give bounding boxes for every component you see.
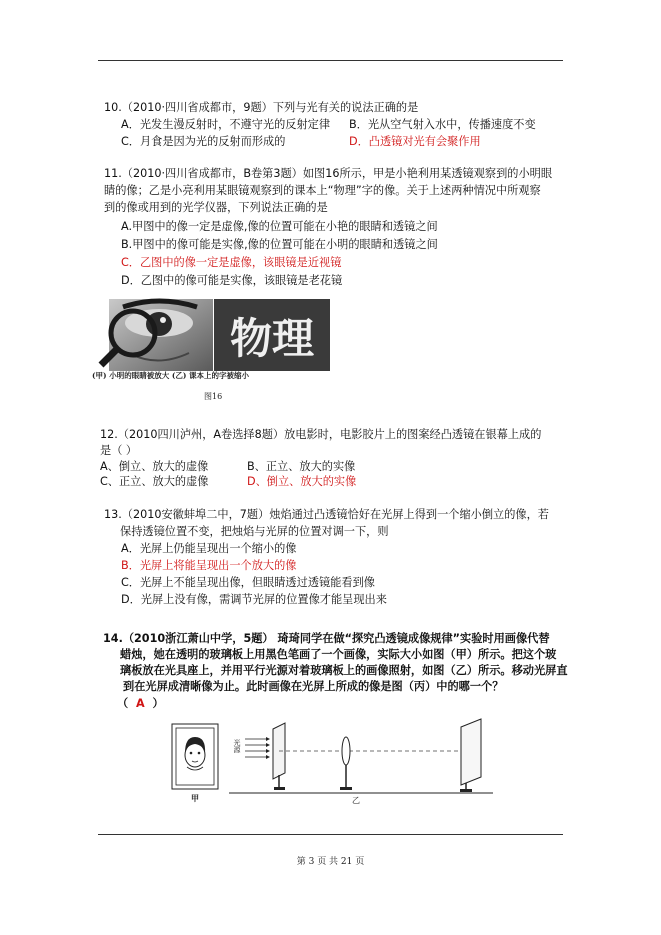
q13-option-c: C．光屏上不能呈现出像，但眼睛透过透镜能看到像 bbox=[121, 576, 375, 589]
q13-option-a: A．光屏上仍能呈现出一个缩小的像 bbox=[121, 542, 297, 555]
footer-rule bbox=[98, 834, 563, 835]
eye-photo-icon bbox=[109, 299, 213, 371]
light-source-icon bbox=[233, 737, 271, 759]
q11-stem-line3: 到的像或用到的光学仪器，下列说法正确的是 bbox=[104, 201, 328, 214]
q12-option-a: A、倒立、放大的虚像 bbox=[100, 460, 209, 473]
q13-stem-line2: 保持透镜位置不变，把烛焰与光屏的位置对调一下，则 bbox=[120, 525, 389, 538]
q14-answer-value: A bbox=[136, 697, 145, 710]
q14-stem-line4: 到在光屏成清晰像为止。此时画像在光屏上所成的像是图（丙）中的哪一个？ bbox=[123, 680, 504, 693]
label-jia: 甲 bbox=[191, 794, 199, 803]
glass-plate-icon bbox=[273, 723, 285, 790]
book-characters-image bbox=[214, 299, 330, 371]
q11-stem-line2: 睛的像；乙是小亮利用某眼镜观察到的课本上“物理”字的像。关于上述两种情况中所观察 bbox=[104, 184, 541, 197]
figure-q14 bbox=[163, 717, 506, 805]
q11-stem-line1: 11.（2010·四川省成都市，B卷第3题）如图16所示，甲是小艳利用某透镜观察到的小明眼 bbox=[104, 167, 553, 180]
q10-option-a: A．光发生漫反射时，不遵守光的反射定律 bbox=[121, 118, 331, 131]
q11-option-d: D．乙图中的像可能是实像，该眼镜是老花镜 bbox=[121, 274, 343, 287]
label-yi: 乙 bbox=[352, 796, 360, 805]
q11-option-a: A.甲图中的像一定是虚像,像的位置可能在小艳的眼睛和透镜之间 bbox=[121, 220, 438, 233]
header-rule bbox=[98, 60, 563, 61]
q14-answer-close: ） bbox=[152, 697, 164, 710]
fig16-characters: 物理 bbox=[229, 314, 315, 363]
face-portrait-icon bbox=[172, 724, 218, 789]
q12-option-c: C、正立、放大的虚像 bbox=[100, 475, 209, 488]
convex-lens-icon bbox=[340, 737, 352, 790]
q13-option-d: D．光屏上没有像，需调节光屏的位置像才能呈现出来 bbox=[121, 593, 387, 606]
q11-option-b: B.甲图中的像可能是实像,像的位置可能在小明的眼睛和透镜之间 bbox=[121, 238, 438, 251]
q10-option-d: D．凸透镜对光有会聚作用 bbox=[349, 135, 481, 148]
label-light: 光源 bbox=[233, 739, 241, 753]
q14-answer-open: （ bbox=[117, 697, 129, 710]
q13-option-b: B．光屏上将能呈现出一个放大的像 bbox=[121, 559, 297, 572]
q14-stem-line2: 蜡烛，她在透明的玻璃板上用黑色笔画了一个画像，实际大小如图（甲）所示。把这个玻 bbox=[120, 648, 557, 661]
q13-stem-line1: 13.（2010安徽蚌埠二中，7题）烛焰通过凸透镜恰好在光屏上得到一个缩小倒立的像，若 bbox=[104, 508, 549, 521]
q14-stem-line3: 璃板放在光具座上，并用平行光源对着玻璃板上的画像照射，如图（乙）所示。移动光屏直 bbox=[120, 664, 568, 677]
q12-option-b: B、正立、放大的实像 bbox=[247, 460, 356, 473]
page-number: 第 3 页 共 21 页 bbox=[296, 857, 365, 867]
q10-option-b: B．光从空气射入水中，传播速度不变 bbox=[349, 118, 536, 131]
screen-icon bbox=[460, 719, 481, 792]
q12-stem-line1: 12.（2010四川泸州，A卷选择8题）放电影时，电影胶片上的图案经凸透镜在银幕上成的 bbox=[100, 428, 542, 441]
q10-stem: 10.（2010·四川省成都市，9题）下列与光有关的说法正确的是 bbox=[104, 101, 419, 114]
figure-16-number: 图16 bbox=[204, 392, 223, 401]
q12-option-d: D、倒立、放大的实像 bbox=[247, 475, 357, 488]
figure-16-caption: (甲) 小明的眼睛被放大 (乙) 课本上的字被缩小 bbox=[92, 371, 250, 380]
q14-answer bbox=[117, 697, 164, 711]
q12-stem-line2: 是（ ） bbox=[100, 444, 138, 457]
q14-stem-line1: 14.（2010浙江萧山中学，5题） 琦琦同学在做“探究凸透镜成像规律”实验时用画像代替 bbox=[103, 632, 550, 645]
figure-16 bbox=[93, 293, 338, 383]
q10-option-c: C．月食是因为光的反射而形成的 bbox=[121, 135, 286, 148]
q11-option-c: C．乙图中的像一定是虚像，该眼镜是近视镜 bbox=[121, 256, 342, 269]
